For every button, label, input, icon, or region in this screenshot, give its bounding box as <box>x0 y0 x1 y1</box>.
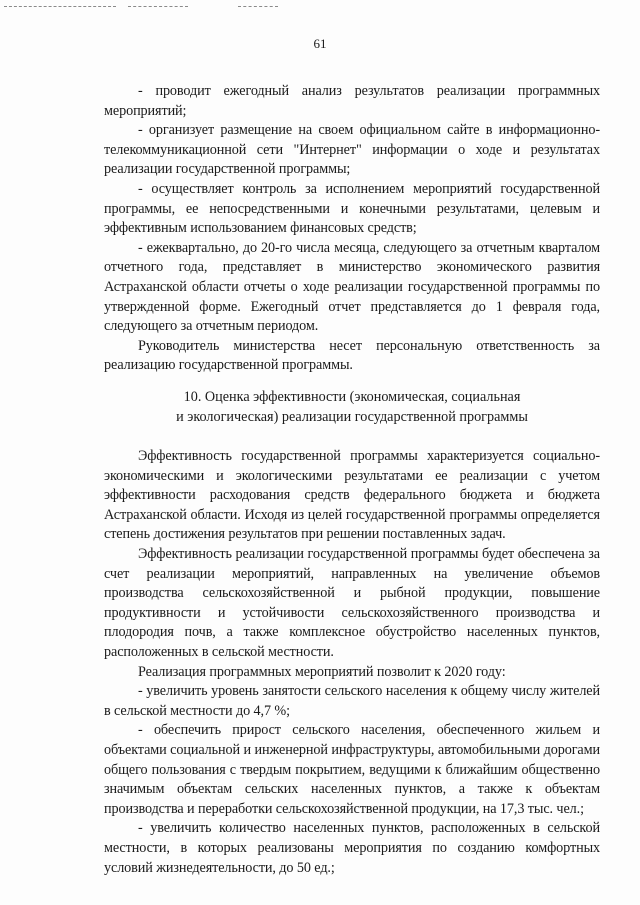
section-heading-line-1: 10. Оценка эффективности (экономическая, социальная <box>183 388 521 405</box>
page-number: 61 <box>313 36 327 51</box>
list-item-quarterly-reports: - ежеквартально, до 20-го числа месяца, следующего за отчетным кварталом отчетного года, представляет в министерство экономического развития Астраханской области отчеты о ходе реализации государственной программы по утвержденной форме. Ежегодный отчет представляется до 1 февраля года, следующего за отчетным периодом. <box>104 239 600 335</box>
list-item-annual-analysis: - проводит ежегодный анализ результатов реализации программных мероприятий; <box>104 83 600 119</box>
document-body <box>104 82 600 878</box>
paragraph-responsibility: Руководитель министерства несет персональную ответственность за реализацию государственной программы. <box>104 337 600 374</box>
scan-artifact-line-right <box>238 6 278 7</box>
paragraph-effectiveness-intro: Эффективность государственной программы характеризуется социально-экономическими и экологическими результатами ее реализации с учетом эффективности расходования средств федерального бюджета и бюджета Астраханской области. Исходя из целей государственной программы определяется степень достижения результатов при решении поставленных задач. <box>104 448 600 543</box>
list-item-population-growth: - обеспечить прирост сельского населения, обеспеченного жильем и объектами социальной и инженерной инфраструктуры, автомобильными дорогами общего пользования с твердым покрытием, ведущими к ближайшим общественно значимым объектам сельских населенных пунктов, а также к объектам производства и переработки сельскохозяйственной продукции, на 17,3 тыс. чел.; <box>104 722 600 817</box>
list-item-employment: - увеличить уровень занятости сельского населения к общему числу жителей в сельской местности до 4,7 %; <box>104 683 600 719</box>
section-heading <box>104 388 600 427</box>
paragraph-results-intro: Реализация программных мероприятий позволит к 2020 году: <box>138 663 506 680</box>
paragraph-effectiveness-measures: Эффективность реализации государственной программы будет обеспечена за счет реализации мероприятий, направленных на увеличение объемов производства сельскохозяйственной и рыбной продукции, повышение продуктивности и устойчивости сельскохозяйственного производства и плодородия почв, а также комплексное обустройство населенных пунктов, расположенных в сельской местности. <box>104 546 600 661</box>
section-heading-line-2: и экологическая) реализации государственной программы <box>176 408 528 425</box>
list-item-website-publication: - организует размещение на своем официальном сайте в информационно-телекоммуникационной сети "Интернет" информации о ходе и результатах реализации государственной программы; <box>104 122 600 178</box>
scan-artifact-line-mid <box>128 6 188 7</box>
list-item-settlements: - увеличить количество населенных пунктов, расположенных в сельской местности, в которых реализованы мероприятия по созданию комфортных условий жизнедеятельности, до 50 ед.; <box>104 820 600 876</box>
scan-artifact-line-left <box>4 6 116 7</box>
list-item-control: - осуществляет контроль за исполнением мероприятий государственной программы, ее непосредственными и конечными результатами, целевым и эффективным использованием финансовых средств; <box>104 180 600 237</box>
